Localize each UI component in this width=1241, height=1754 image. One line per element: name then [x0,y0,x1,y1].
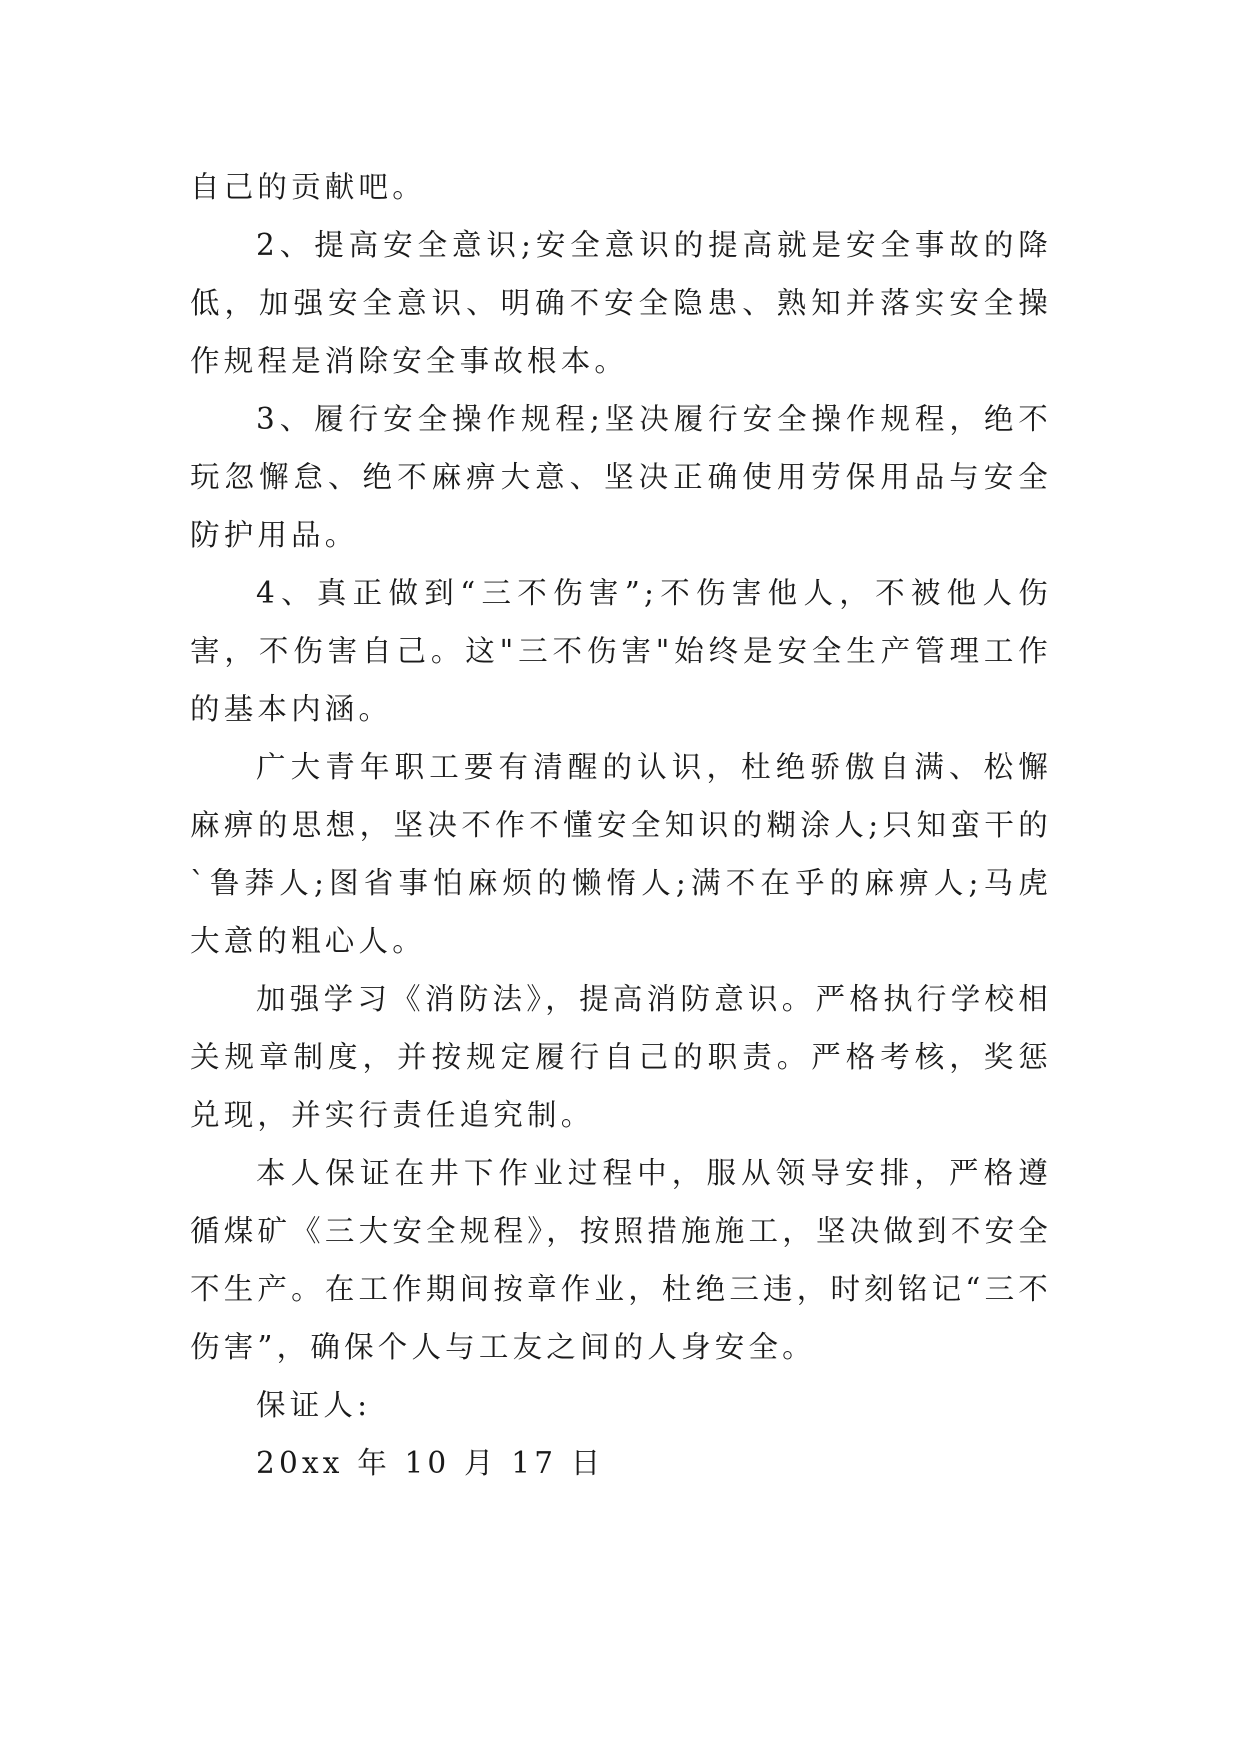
paragraph-item-4: 4、真正做到“三不伤害”;不伤害他人，不被他人伤害，不伤害自己。这"三不伤害"始终是安全生产管理工作的基本内涵。 [190,576,1052,726]
paragraph-item-2: 2、提高安全意识;安全意识的提高就是安全事故的降低，加强安全意识、明确不安全隐患、熟知并落实安全操作规程是消除安全事故根本。 [190,228,1052,378]
paragraph-continuation: 自己的贡献吧。 [190,170,426,204]
paragraph-awareness: 广大青年职工要有清醒的认识，杜绝骄傲自满、松懈麻痹的思想，坚决不作不懂安全知识的糊涂人;只知蛮干的`鲁莽人;图省事怕麻烦的懒惰人;满不在乎的麻痹人;马虎大意的粗心人。 [190,750,1052,958]
paragraph-fire-law: 加强学习《消防法》，提高消防意识。严格执行学校相关规章制度，并按规定履行自己的职责。严格考核，奖惩兑现，并实行责任追究制。 [190,982,1052,1132]
document-date: 20xx 年 10 月 17 日 [256,1446,605,1480]
signature-label: 保证人: [256,1388,372,1422]
document-body [190,158,1052,1492]
paragraph-item-3: 3、履行安全操作规程;坚决履行安全操作规程，绝不玩忽懈怠、绝不麻痹大意、坚决正确使用劳保用品与安全防护用品。 [190,402,1052,552]
paragraph-pledge: 本人保证在井下作业过程中，服从领导安排，严格遵循煤矿《三大安全规程》，按照措施施工，坚决做到不安全不生产。在工作期间按章作业，杜绝三违，时刻铭记“三不伤害”，确保个人与工友之间的人身安全。 [190,1156,1052,1364]
